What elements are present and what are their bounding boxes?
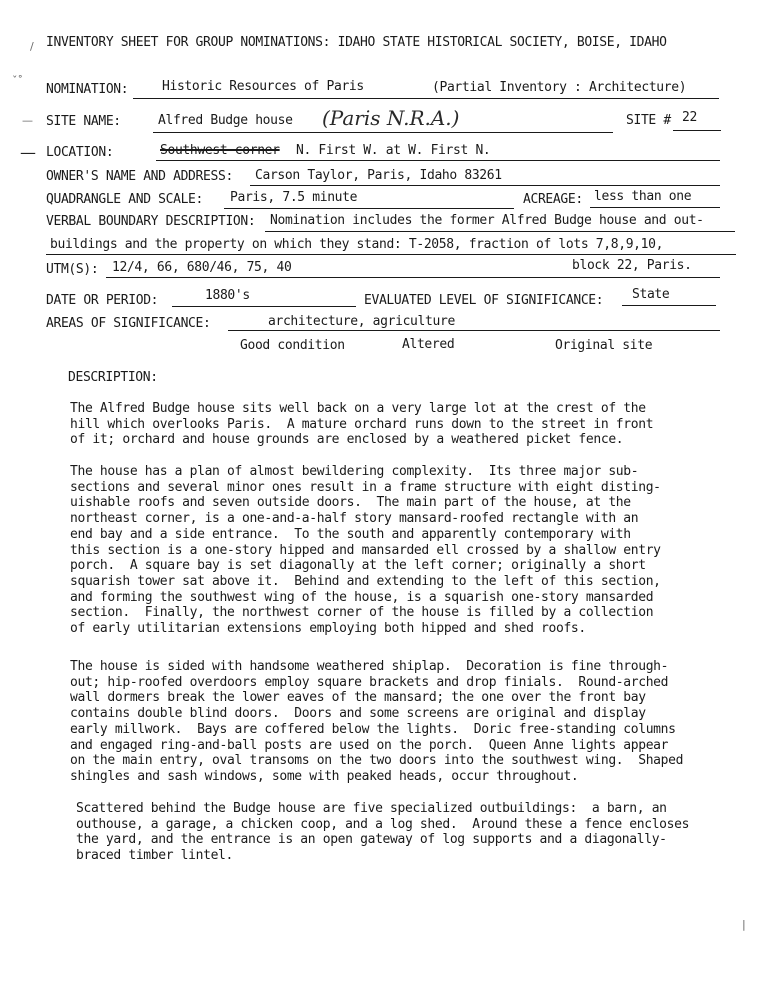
evaluated-underline [622,305,716,306]
date-underline [172,306,356,307]
boundary-line-2: buildings and the property on which they stand: T-2058, fraction of lots 7,8,9,10, [50,237,664,252]
utm-underline [106,277,720,278]
site-number-underline [673,130,721,131]
acreage-value: less than one [594,189,692,204]
nomination-label: NOMINATION: [46,82,129,97]
boundary-line-3: block 22, Paris. [572,258,692,273]
condition-good: Good condition [240,338,345,353]
areas-value: architecture, agriculture [268,314,455,329]
nomination-value: Historic Resources of Paris [162,79,364,94]
site-name-handwritten: (Paris N.R.A.) [322,106,460,130]
quadrangle-underline [224,208,514,209]
margin-tick-mark: — [22,114,33,127]
description-paragraph-4: Scattered behind the Budge house are five specialized outbuildings: a barn, an outhouse, a garage, a chicken coop, and a log shed. Around these a fence encloses the yard, and the entrance is an open gateway of log supports and a diagonally- braced timber lintel. [76,801,690,864]
acreage-label: ACREAGE: [523,192,583,207]
site-number-label: SITE # [626,113,671,128]
owner-label: OWNER'S NAME AND ADDRESS: [46,169,233,184]
quadrangle-label: QUADRANGLE AND SCALE: [46,192,204,207]
evaluated-label: EVALUATED LEVEL OF SIGNIFICANCE: [364,293,604,308]
form-title: INVENTORY SHEET FOR GROUP NOMINATIONS: IDAHO STATE HISTORICAL SOCIETY, BOISE, IDAHO [46,35,667,50]
description-paragraph-1: The Alfred Budge house sits well back on a very large lot at the crest of the hill which overlooks Paris. A mature orchard runs down to the street in front of it; orchard and house grounds are enclosed by a weathered picket fence. [70,401,654,448]
date-value: 1880's [205,288,250,303]
location-underline [156,160,720,161]
boundary-underline-2 [46,254,736,255]
evaluated-value: State [632,287,670,302]
description-paragraph-2: The house has a plan of almost bewildering complexity. Its three major sub- sections and several minor ones result in a frame structure with eight disting- uishable roofs and seven outside doors. The main part of the house, at the northeast corner, is a one-and-a-half story mansard-roofed rectangle with an end bay and a side entrance. To the south and apparently contemporary with this section is a one-story hipped and mansarded ell crossed by a shallow entry porch. A square bay is set diagonally at the left corner; originally a short squarish tower sat above it. Behind and extending to the left of this section, and forming the southwest wing of the house, is a squarish one-story mansarded section. Finally, the northwest corner of the house is filled by a collection of early utilitarian extensions employing both hipped and shed roofs. [70,464,661,637]
owner-underline [250,185,720,186]
description-paragraph-3: The house is sided with handsome weathered shiplap. Decoration is fine through- out; hip-roofed overdoors employ square brackets and drop finials. Round-arched wall dormers break the lower eaves of the mansard; the one over the front bay contains double blind doors. Doors and some screens are original and display early millwork. Bays are coffered below the lights. Doric free-standing columns and engaged ring-and-ball posts are used on the porch. Queen Anne lights appear on the main entry, oval transoms on the two doors into the southwest wing. Shaped shingles and sash windows, some with peaked heads, occur throughout. [70,659,684,784]
quadrangle-value: Paris, 7.5 minute [230,190,358,205]
location-label: LOCATION: [46,145,114,160]
margin-tick-mark: / [30,40,34,53]
location-struck-text: Southwest corner [160,143,280,158]
margin-tick-mark: ˇ˚ [12,74,23,87]
description-heading: DESCRIPTION: [68,370,158,385]
areas-underline [228,330,720,331]
site-name-value: Alfred Budge house [158,113,293,128]
location-struck [160,143,280,158]
location-value: N. First W. at W. First N. [296,143,491,158]
owner-value: Carson Taylor, Paris, Idaho 83261 [255,168,502,183]
acreage-underline [590,207,720,208]
nomination-underline [133,98,719,99]
condition-original-site: Original site [555,338,653,353]
utm-label: UTM(S): [46,262,99,277]
site-number-value: 22 [682,110,697,125]
areas-label: AREAS OF SIGNIFICANCE: [46,316,211,331]
boundary-underline-1 [265,231,735,232]
margin-dash-mark: — [20,143,36,162]
margin-tick-mark: | [742,918,746,931]
utm-value: 12/4, 66, 680/46, 75, 40 [112,260,292,275]
site-name-label: SITE NAME: [46,114,121,129]
date-label: DATE OR PERIOD: [46,293,159,308]
condition-altered: Altered [402,337,455,352]
site-name-underline [153,132,613,133]
boundary-line-1: Nomination includes the former Alfred Budge house and out- [270,213,704,228]
nomination-partial: (Partial Inventory : Architecture) [432,80,687,95]
boundary-label: VERBAL BOUNDARY DESCRIPTION: [46,214,256,229]
